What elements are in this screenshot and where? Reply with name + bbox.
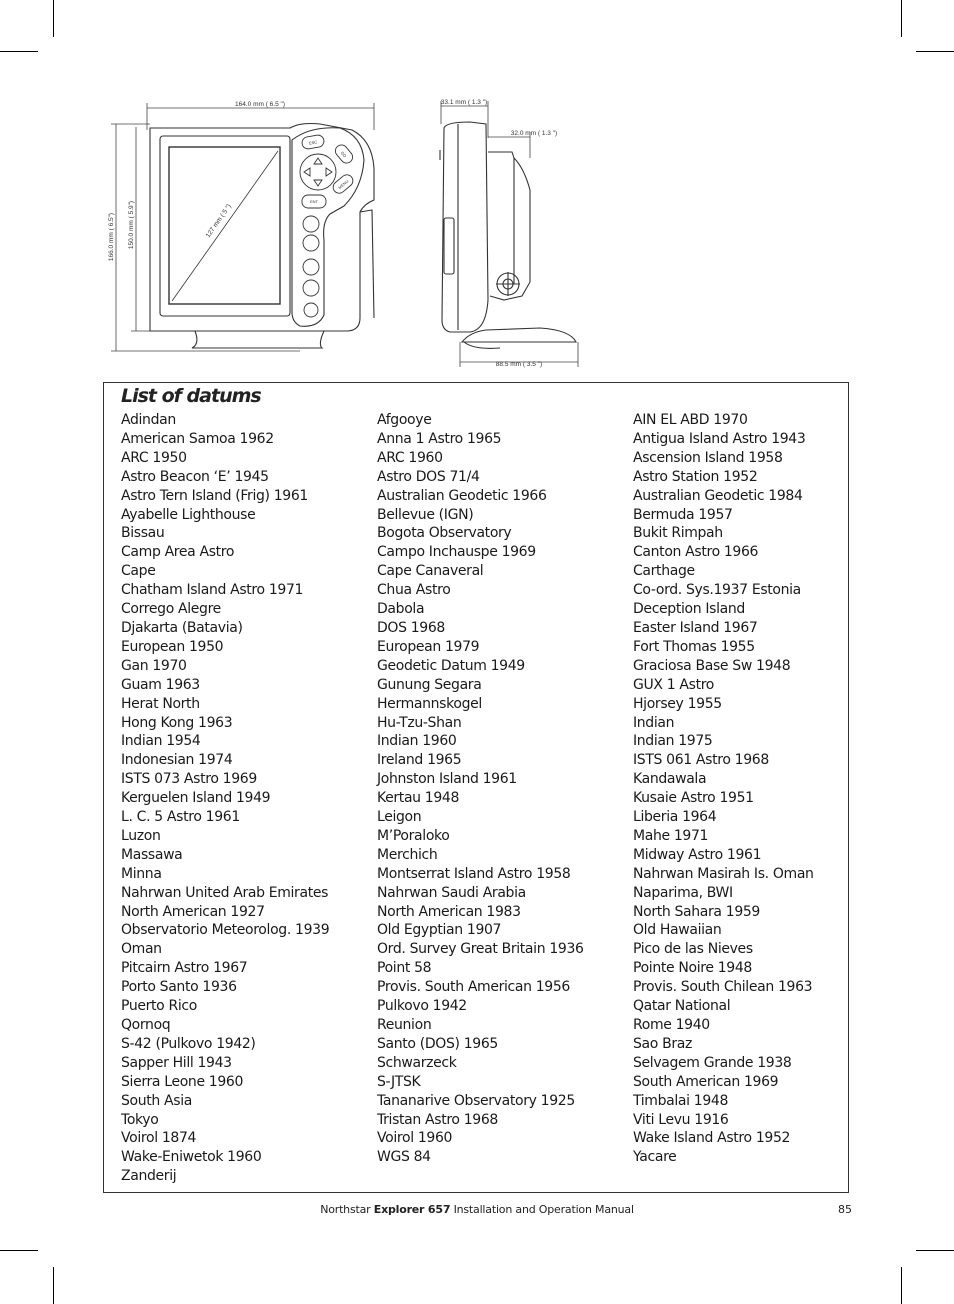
datum-list-title: List of datums bbox=[121, 385, 261, 407]
datum-item: Old Hawaiian bbox=[633, 922, 722, 939]
datum-item: Provis. South Chilean 1963 bbox=[633, 979, 813, 996]
depth-side-dimension-label: 32.0 mm ( 1.3 ") bbox=[510, 130, 558, 137]
datum-item: Indonesian 1974 bbox=[121, 752, 233, 769]
datum-item: Tananarive Observatory 1925 bbox=[377, 1092, 575, 1109]
datum-item: Afgooye bbox=[377, 412, 432, 428]
datum-item: ISTS 061 Astro 1968 bbox=[633, 752, 769, 769]
datum-item: American Samoa 1962 bbox=[121, 430, 274, 447]
datum-item: Ireland 1965 bbox=[377, 752, 462, 769]
datum-item: Kertau 1948 bbox=[377, 790, 460, 807]
datum-item: S-42 (Pulkovo 1942) bbox=[121, 1035, 256, 1052]
datum-item: Djakarta (Batavia) bbox=[121, 619, 243, 636]
datum-item: Massawa bbox=[121, 846, 183, 863]
diagonal-dimension-label: 127 mm ( 5 ") bbox=[204, 203, 233, 240]
datum-item: Deception Island bbox=[633, 601, 745, 618]
datum-item: Australian Geodetic 1966 bbox=[377, 487, 547, 504]
datum-item: Kandawala bbox=[633, 771, 707, 788]
key-label: MENU bbox=[337, 178, 350, 191]
datum-item: Selvagem Grande 1938 bbox=[633, 1054, 792, 1071]
datum-item: Co-ord. Sys.1937 Estonia bbox=[633, 582, 801, 599]
datum-item: South Asia bbox=[121, 1092, 192, 1109]
datum-item: Kusaie Astro 1951 bbox=[633, 790, 754, 807]
key-label: GO bbox=[339, 150, 348, 159]
datum-item: North American 1927 bbox=[121, 903, 265, 920]
datum-item: Cape Canaveral bbox=[377, 563, 484, 580]
datum-item: Tokyo bbox=[121, 1111, 159, 1128]
datum-item: Pointe Noire 1948 bbox=[633, 960, 752, 977]
page-footer bbox=[0, 1203, 954, 1219]
datum-item: Dabola bbox=[377, 601, 425, 618]
datum-item: Sapper Hill 1943 bbox=[121, 1054, 232, 1071]
footer-suffix: Installation and Operation Manual bbox=[453, 1203, 634, 1216]
datum-item: Astro Tern Island (Frig) 1961 bbox=[121, 487, 308, 504]
datum-item: Kerguelen Island 1949 bbox=[121, 790, 271, 807]
datum-item: Nahrwan United Arab Emirates bbox=[121, 884, 329, 901]
datum-list-box bbox=[103, 382, 849, 1193]
datum-item: South American 1969 bbox=[633, 1073, 779, 1090]
datum-item: Bermuda 1957 bbox=[633, 506, 733, 523]
datum-item: Rome 1940 bbox=[633, 1017, 710, 1033]
datum-item: Canton Astro 1966 bbox=[633, 544, 759, 561]
datum-item: Luzon bbox=[121, 827, 161, 844]
dimension-diagram bbox=[0, 0, 954, 380]
datum-item: Naparima, BWI bbox=[633, 884, 733, 901]
datum-item: Ascension Island 1958 bbox=[633, 449, 783, 466]
datum-item: Midway Astro 1961 bbox=[633, 846, 762, 863]
datum-item: Liberia 1964 bbox=[633, 809, 717, 826]
datum-item: Gunung Segara bbox=[377, 676, 482, 693]
datum-item: Leigon bbox=[377, 809, 422, 826]
datum-item: Bukit Rimpah bbox=[633, 525, 723, 542]
inner-height-dimension-label: 150.0 mm ( 5.9") bbox=[128, 200, 135, 250]
datum-item: Porto Santo 1936 bbox=[121, 979, 237, 996]
datum-item: Pulkovo 1942 bbox=[377, 998, 467, 1015]
datum-item: Sao Braz bbox=[633, 1035, 692, 1052]
datum-item: Observatorio Meteorolog. 1939 bbox=[121, 922, 330, 939]
datum-item: Adindan bbox=[121, 412, 176, 428]
datum-item: Cape bbox=[121, 563, 156, 580]
datum-item: Pitcairn Astro 1967 bbox=[121, 960, 248, 977]
datum-item: ISTS 073 Astro 1969 bbox=[121, 771, 257, 788]
key-label: ESC bbox=[308, 139, 318, 146]
datum-item: L. C. 5 Astro 1961 bbox=[121, 809, 240, 826]
datum-item: Guam 1963 bbox=[121, 676, 200, 693]
datum-item: Astro DOS 71/4 bbox=[377, 468, 480, 485]
datum-item: Herat North bbox=[121, 695, 200, 712]
datum-item: Bogota Observatory bbox=[377, 525, 512, 542]
datum-item: Hu-Tzu-Shan bbox=[377, 714, 462, 731]
datum-item: Wake-Eniwetok 1960 bbox=[121, 1149, 262, 1166]
datum-item: Hong Kong 1963 bbox=[121, 714, 233, 731]
width-dimension-label: 164.0 mm ( 6.5 ") bbox=[235, 101, 285, 108]
datum-item: European 1950 bbox=[121, 638, 224, 655]
datum-item: Schwarzeck bbox=[377, 1054, 457, 1071]
outer-height-dimension-label: 166.0 mm ( 6.5") bbox=[108, 212, 115, 262]
datum-item: ARC 1960 bbox=[377, 449, 443, 466]
crop-mark bbox=[901, 1267, 902, 1304]
datum-item: Hermannskogel bbox=[377, 695, 482, 712]
datum-item: Geodetic Datum 1949 bbox=[377, 657, 525, 674]
datum-item: Mahe 1971 bbox=[633, 827, 709, 844]
datum-item: Old Egyptian 1907 bbox=[377, 922, 502, 939]
datum-item: Hjorsey 1955 bbox=[633, 695, 722, 712]
datum-item: Corrego Alegre bbox=[121, 601, 221, 618]
footer-brand: Northstar bbox=[320, 1203, 371, 1216]
datum-column-1 bbox=[121, 411, 329, 1186]
datum-item: Astro Beacon ‘E’ 1945 bbox=[121, 468, 269, 485]
datum-item: S-JTSK bbox=[377, 1073, 421, 1090]
datum-item: Montserrat Island Astro 1958 bbox=[377, 865, 571, 882]
datum-item: M’Poraloko bbox=[377, 827, 450, 844]
datum-item: Minna bbox=[121, 865, 162, 882]
datum-item: Bissau bbox=[121, 525, 165, 542]
datum-item: Antigua Island Astro 1943 bbox=[633, 430, 806, 447]
datum-item: Santo (DOS) 1965 bbox=[377, 1035, 498, 1052]
datum-item: North American 1983 bbox=[377, 903, 521, 920]
datum-item: AIN EL ABD 1970 bbox=[633, 412, 748, 428]
datum-item: Tristan Astro 1968 bbox=[377, 1111, 498, 1128]
datum-column-2 bbox=[377, 411, 584, 1167]
base-dimension-label: 88.5 mm ( 3.5 ") bbox=[495, 361, 543, 368]
datum-item: Viti Levu 1916 bbox=[633, 1111, 729, 1128]
crop-mark bbox=[916, 1250, 954, 1251]
datum-item: Bellevue (IGN) bbox=[377, 506, 474, 523]
datum-item: Easter Island 1967 bbox=[633, 619, 758, 636]
datum-item: Zanderij bbox=[121, 1168, 177, 1185]
depth-top-dimension-label: 33.1 mm ( 1.3 ") bbox=[440, 99, 488, 106]
datum-item: Johnston Island 1961 bbox=[377, 771, 517, 788]
datum-item: Fort Thomas 1955 bbox=[633, 638, 755, 655]
datum-item: WGS 84 bbox=[377, 1149, 431, 1166]
datum-item: Oman bbox=[121, 941, 162, 958]
datum-item: Chatham Island Astro 1971 bbox=[121, 582, 304, 599]
datum-item: GUX 1 Astro bbox=[633, 676, 715, 693]
datum-item: Chua Astro bbox=[377, 582, 451, 599]
datum-item: Indian 1960 bbox=[377, 733, 457, 750]
datum-item: North Sahara 1959 bbox=[633, 903, 760, 920]
datum-item: Voirol 1960 bbox=[377, 1130, 453, 1147]
datum-item: Ord. Survey Great Britain 1936 bbox=[377, 941, 584, 958]
datum-item: Ayabelle Lighthouse bbox=[121, 506, 256, 523]
datum-item: Astro Station 1952 bbox=[633, 468, 758, 485]
datum-item: Nahrwan Masirah Is. Oman bbox=[633, 865, 814, 882]
datum-item: Puerto Rico bbox=[121, 998, 197, 1015]
datum-item: Australian Geodetic 1984 bbox=[633, 487, 803, 504]
datum-item: Camp Area Astro bbox=[121, 544, 235, 561]
datum-item: Voirol 1874 bbox=[121, 1130, 197, 1147]
datum-item: Point 58 bbox=[377, 960, 432, 977]
datum-item: Yacare bbox=[633, 1149, 677, 1166]
datum-item: ARC 1950 bbox=[121, 449, 187, 466]
datum-item: DOS 1968 bbox=[377, 619, 445, 636]
datum-item: Nahrwan Saudi Arabia bbox=[377, 884, 526, 901]
datum-item: Merchich bbox=[377, 846, 438, 863]
datum-item: Qatar National bbox=[633, 998, 731, 1015]
footer-model: Explorer 657 bbox=[373, 1203, 451, 1216]
crop-mark bbox=[53, 1267, 54, 1304]
datum-item: Sierra Leone 1960 bbox=[121, 1073, 244, 1090]
datum-item: Indian 1954 bbox=[121, 733, 201, 750]
datum-item: Graciosa Base Sw 1948 bbox=[633, 657, 791, 674]
datum-item: Indian 1975 bbox=[633, 733, 713, 750]
datum-item: Provis. South American 1956 bbox=[377, 979, 570, 996]
datum-item: Pico de las Nieves bbox=[633, 941, 753, 958]
footer-title bbox=[0, 1203, 954, 1216]
datum-item: Carthage bbox=[633, 563, 695, 580]
datum-item: Campo Inchauspe 1969 bbox=[377, 544, 536, 561]
datum-column-3 bbox=[633, 411, 814, 1167]
datum-item: Indian bbox=[633, 714, 675, 731]
page-number: 85 bbox=[838, 1203, 852, 1216]
datum-item: Wake Island Astro 1952 bbox=[633, 1130, 791, 1147]
datum-item: Timbalai 1948 bbox=[633, 1092, 729, 1109]
datum-item: Qornoq bbox=[121, 1017, 171, 1033]
datum-item: Anna 1 Astro 1965 bbox=[377, 430, 502, 447]
datum-item: Gan 1970 bbox=[121, 657, 187, 674]
datum-item: European 1979 bbox=[377, 638, 480, 655]
key-label: ENT bbox=[310, 199, 318, 204]
crop-mark bbox=[0, 1250, 38, 1251]
datum-item: Reunion bbox=[377, 1017, 432, 1033]
